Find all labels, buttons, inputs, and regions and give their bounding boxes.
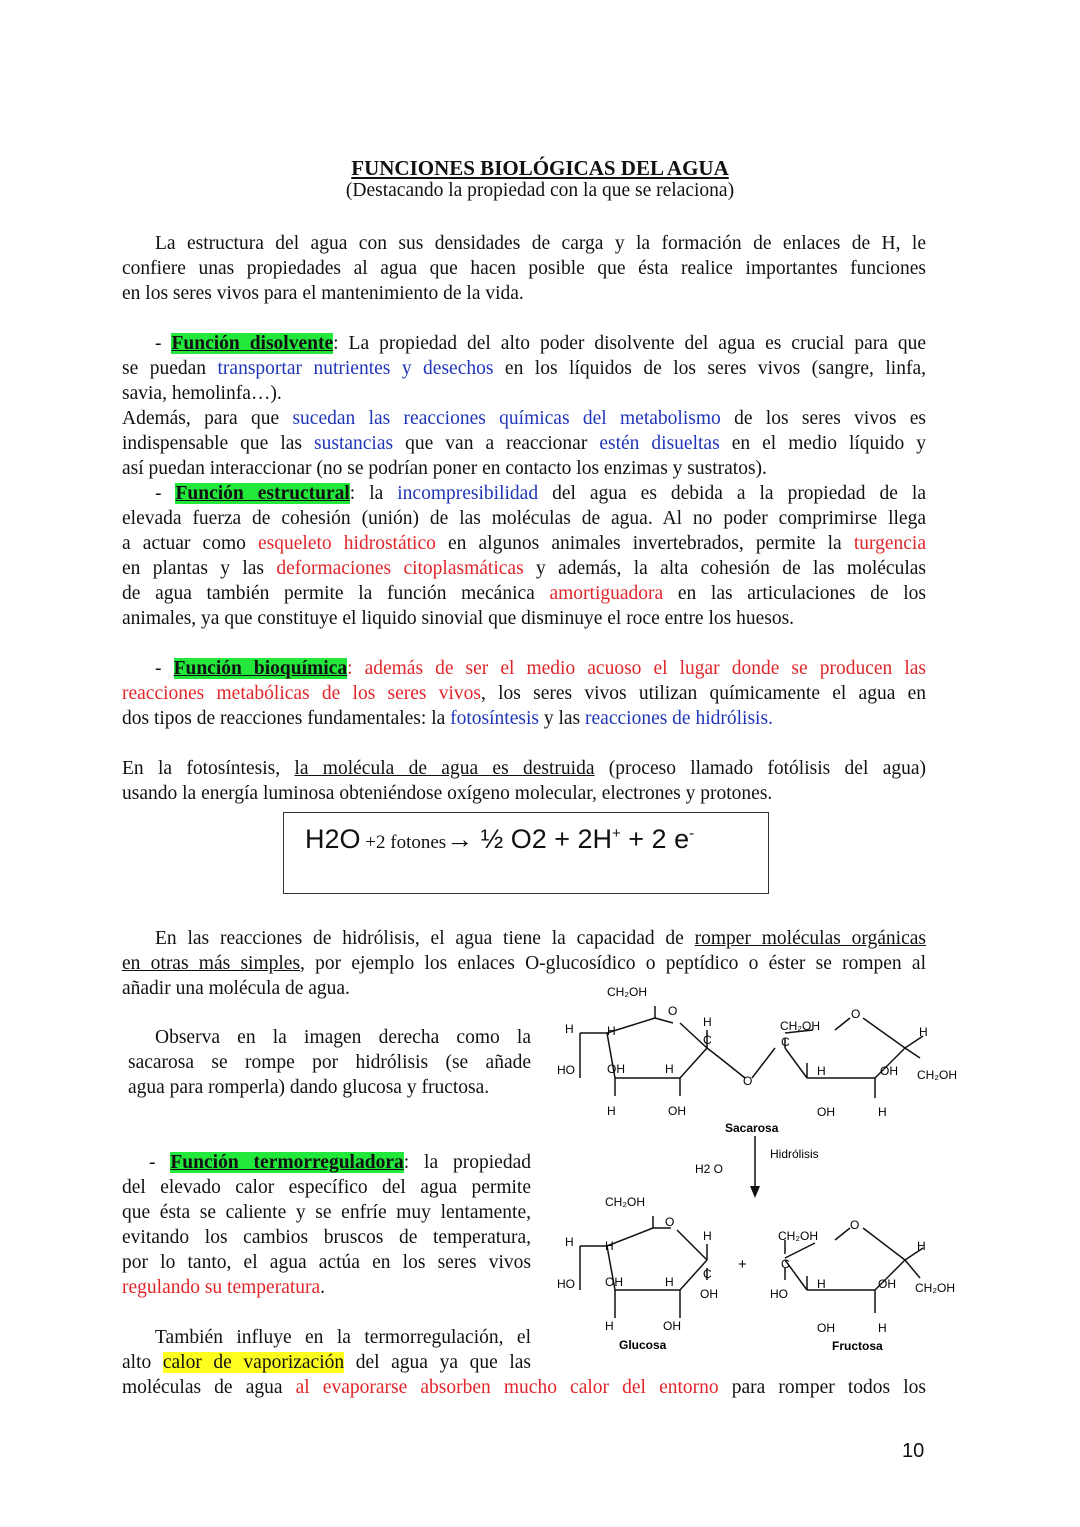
- red-text: deformaciones citoplasmáticas: [276, 558, 524, 579]
- estructural-line-4: [122, 556, 926, 581]
- ho-label: HO: [770, 1287, 788, 1301]
- disolvente-line-4: [122, 406, 926, 431]
- blue-text: reacciones de hidrólisis: [585, 708, 769, 729]
- bioquimica-heading: Función bioquímica: [173, 658, 348, 679]
- estructural-line-1: - Función estructural: la incompresibilidad del agua es debida a la propiedad de la: [155, 483, 926, 504]
- eq-fotones: fotones: [390, 832, 447, 853]
- termo-line: que ésta se caliente y se enfríe muy lentamente,: [122, 1202, 531, 1223]
- ch2oh-label: CH₂OH: [607, 985, 647, 999]
- h-label: H: [607, 1024, 616, 1038]
- red-text: amortiguadora: [549, 583, 664, 604]
- h-label: H: [703, 1015, 712, 1029]
- ch2oh-label: CH₂OH: [915, 1281, 955, 1295]
- blue-text: fotosíntesis: [450, 708, 539, 729]
- plus-label: +: [738, 1256, 747, 1273]
- red-text: turgencia: [853, 533, 927, 554]
- disolvente-heading: Función disolvente: [171, 333, 334, 354]
- bioquimica-line-2: [122, 681, 926, 706]
- bioquimica-line-1: - Función bioquímica: además de ser el medio acuoso el lugar donde se producen las: [155, 658, 926, 679]
- page-subtitle: (Destacando la propiedad con la que se relaciona): [345, 180, 735, 201]
- termo-line: evitando los cambios bruscos de temperatura,: [122, 1227, 531, 1248]
- o-label: O: [850, 1218, 860, 1232]
- h-label: H: [878, 1321, 887, 1335]
- text-span: en los líquidos de los seres vivos (sangre, linfa,: [493, 358, 926, 379]
- oh-label: OH: [607, 1062, 625, 1076]
- observa-line: Observa en la imagen derecha como la: [155, 1027, 531, 1048]
- blue-text: estén disueltas: [599, 433, 720, 454]
- c-label: C: [781, 1257, 790, 1271]
- o-label: O: [665, 1215, 675, 1229]
- underlined-text: la molécula de agua es destruida: [294, 758, 595, 779]
- blue-text: sucedan las reacciones químicas del metabolismo: [292, 408, 721, 429]
- red-text: además de ser el medio acuoso el lugar donde se producen las: [364, 658, 926, 679]
- text-span: y además, la alta cohesión de las moléculas: [523, 558, 926, 579]
- eq-electrons: + 2 e: [620, 824, 690, 854]
- eq-h2o: H2O: [305, 824, 361, 854]
- estructural-line-2: elevada fuerza de cohesión (unión) de las moléculas de agua. Al no poder comprimirse llega: [122, 508, 926, 529]
- oh-label: OH: [668, 1104, 686, 1118]
- intro-line: en los seres vivos para el mantenimiento de la vida.: [122, 283, 524, 304]
- eq-products: ½ O2 + 2H: [473, 824, 613, 854]
- text-span: : la: [349, 483, 398, 504]
- oh-label: OH: [700, 1287, 718, 1301]
- fotosintesis-line-1: [122, 756, 926, 781]
- observa-line: sacarosa se rompe por hidrólisis (se añade: [128, 1052, 531, 1073]
- estructural-line-6: animales, ya que constituye el liquido sinovial que disminuye el roce entre los huesos.: [122, 608, 795, 629]
- glucosa-label: Glucosa: [619, 1338, 667, 1352]
- disolvente-line-3: savia, hemolinfa…).: [122, 383, 282, 404]
- fotosintesis-line-2: usando la energía luminosa obteniéndose oxígeno molecular, electrones y protones.: [122, 783, 773, 804]
- section-estructural: [122, 481, 926, 631]
- red-text: al evaporarse absorben mucho calor del entorno: [295, 1377, 719, 1398]
- ch2oh-label: CH₂OH: [917, 1068, 957, 1082]
- h-label: H: [878, 1105, 887, 1119]
- text-span: y las: [538, 708, 586, 729]
- estructural-line-3: [122, 531, 926, 556]
- c-label: C: [703, 1033, 712, 1047]
- disolvente-line-5: [122, 431, 926, 456]
- h-label: H: [605, 1319, 614, 1333]
- vapor-line-3: [122, 1375, 926, 1400]
- h-label: H: [665, 1275, 674, 1289]
- disolvente-line-2: [122, 356, 926, 381]
- section-fotosintesis: [122, 756, 926, 806]
- termo-line: del elevado calor específico del agua permite: [122, 1177, 531, 1198]
- c-label: C: [781, 1035, 790, 1049]
- o-label: O: [851, 1007, 861, 1021]
- termo-line-6: [122, 1275, 531, 1300]
- red-text: reacciones metabólicas de los seres vivos: [122, 683, 481, 704]
- text-span: , los seres vivos utilizan químicamente el agua en: [481, 683, 926, 704]
- photolysis-equation: [305, 824, 694, 855]
- text-span: en las articulaciones de los: [663, 583, 926, 604]
- h-label: H: [607, 1104, 616, 1118]
- eq-plus-sup: +: [612, 825, 621, 842]
- hidrolisis-line-2: [122, 951, 926, 976]
- text-span: : la propiedad: [403, 1152, 531, 1173]
- h-label: H: [919, 1025, 928, 1039]
- section-disolvente: [122, 331, 926, 481]
- text-span: del agua es debida a la propiedad de la: [538, 483, 926, 504]
- text-span: de agua también permite la función mecánica: [122, 583, 550, 604]
- termo-line: por lo tanto, el agua actúa en los seres vivos: [122, 1252, 531, 1273]
- hydrolysis-diagram: [545, 978, 975, 1358]
- vapor-line-2: [122, 1350, 531, 1375]
- ho-label: HO: [557, 1277, 575, 1291]
- section-termorreguladora: [122, 1150, 531, 1300]
- text-span: en el medio líquido y: [719, 433, 926, 454]
- hidrolisis-label: Hidrólisis: [770, 1147, 819, 1161]
- h-label: H: [703, 1229, 712, 1243]
- red-text: regulando su temperatura: [122, 1277, 321, 1298]
- eq-minus-sup: -: [689, 825, 695, 842]
- text-span: del agua ya que las: [344, 1352, 531, 1373]
- h-label: H: [817, 1064, 826, 1078]
- text-span: a actuar como: [122, 533, 259, 554]
- blue-text: sustancias: [314, 433, 394, 454]
- blue-text: .: [768, 708, 773, 729]
- disolvente-line-1: - Función disolvente: La propiedad del alto poder disolvente del agua es crucial para que: [155, 333, 927, 354]
- text-span: (proceso llamado fotólisis del agua): [594, 758, 926, 779]
- arrow-head-icon: [750, 1186, 760, 1198]
- observa-paragraph: [128, 1025, 531, 1100]
- red-text: esqueleto hidrostático: [258, 533, 436, 554]
- estructural-line-5: [122, 581, 926, 606]
- intro-paragraph: [122, 231, 926, 306]
- fructosa-label: Fructosa: [832, 1339, 883, 1353]
- text-span: , por ejemplo los enlaces O-glucosídico o peptídico o éster se rompen al: [300, 953, 926, 974]
- oh-label: OH: [878, 1277, 896, 1291]
- hidrolisis-line-3: añadir una molécula de agua.: [122, 978, 350, 999]
- oh-label: OH: [880, 1064, 898, 1078]
- text-span: indispensable que las: [122, 433, 315, 454]
- sucrose-structure: [580, 1006, 923, 1193]
- o-label: O: [668, 1004, 678, 1018]
- section-bioquimica: [122, 656, 926, 731]
- text-span: alto: [122, 1352, 163, 1373]
- text-span: moléculas de agua: [122, 1377, 296, 1398]
- h-label: H: [565, 1022, 574, 1036]
- ho-label: HO: [557, 1063, 575, 1077]
- arrow-icon: →: [446, 824, 474, 854]
- h-label: H: [565, 1235, 574, 1249]
- page-title: FUNCIONES BIOLÓGICAS DEL AGUA: [351, 156, 729, 180]
- h2o-label: H2 O: [695, 1162, 724, 1176]
- red-text: :: [347, 658, 365, 679]
- ch2oh-label: CH₂OH: [605, 1195, 645, 1209]
- termo-line-1: - Función termorreguladora: la propiedad: [149, 1152, 531, 1173]
- blue-text: transportar nutrientes y desechos: [217, 358, 494, 379]
- intro-line: La estructura del agua con sus densidades de carga y la formación de enlaces de H, le: [155, 233, 926, 254]
- page-number: 10: [902, 1440, 925, 1462]
- text-span: de los seres vivos es: [720, 408, 927, 429]
- text-span: se puedan: [122, 358, 218, 379]
- text-span: Además, para que: [122, 408, 293, 429]
- underlined-text: en otras más simples: [122, 953, 301, 974]
- text-span: .: [320, 1277, 326, 1298]
- h-label: H: [665, 1062, 674, 1076]
- vapor-line: También influye en la termorregulación, el: [155, 1327, 531, 1348]
- h-label: H: [605, 1239, 614, 1253]
- yellow-highlight: calor de vaporización: [162, 1352, 345, 1373]
- text-span: En las reacciones de hidrólisis, el agua tiene la capacidad de: [155, 928, 695, 949]
- intro-line: confiere unas propiedades al agua que hacen posible que ésta realice importantes funciones: [122, 258, 926, 279]
- o-label: O: [743, 1074, 753, 1088]
- text-span: dos tipos de reacciones fundamentales: la: [122, 708, 451, 729]
- h-label: H: [917, 1239, 926, 1253]
- oh-label: OH: [817, 1321, 835, 1335]
- text-span: : La propiedad del alto poder disolvente del agua es crucial para que: [333, 333, 927, 354]
- section-vaporizacion: [122, 1325, 531, 1375]
- bioquimica-line-3: [122, 706, 926, 731]
- products-structure: [580, 1216, 923, 1318]
- text-span: que van a reaccionar: [393, 433, 600, 454]
- c-label: C: [703, 1267, 712, 1281]
- oh-label: OH: [817, 1105, 835, 1119]
- ch2oh-label: CH₂OH: [778, 1229, 818, 1243]
- disolvente-line-6: así puedan interaccionar (no se podrían poner en contacto los enzimas y sustratos).: [122, 458, 767, 479]
- oh-label: OH: [663, 1319, 681, 1333]
- hidrolisis-line-1: [122, 926, 926, 951]
- sacarosa-label: Sacarosa: [725, 1121, 779, 1135]
- underlined-text: romper moléculas orgánicas: [694, 928, 927, 949]
- vapor-line-3-wrap: [122, 1375, 926, 1400]
- termorreguladora-heading: Función termorreguladora: [170, 1152, 404, 1173]
- h-label: H: [817, 1277, 826, 1291]
- text-span: en plantas y las: [122, 558, 277, 579]
- text-span: En la fotosíntesis,: [122, 758, 295, 779]
- blue-text: incompresibilidad: [397, 483, 539, 504]
- eq-plus2: +2: [360, 832, 391, 853]
- observa-line: agua para romperla) dando glucosa y fructosa.: [128, 1077, 490, 1098]
- text-span: en algunos animales invertebrados, permite la: [435, 533, 854, 554]
- estructural-heading: Función estructural: [175, 483, 350, 504]
- ch2oh-label: CH₂OH: [780, 1019, 820, 1033]
- text-span: para romper todos los: [718, 1377, 926, 1398]
- oh-label: OH: [605, 1275, 623, 1289]
